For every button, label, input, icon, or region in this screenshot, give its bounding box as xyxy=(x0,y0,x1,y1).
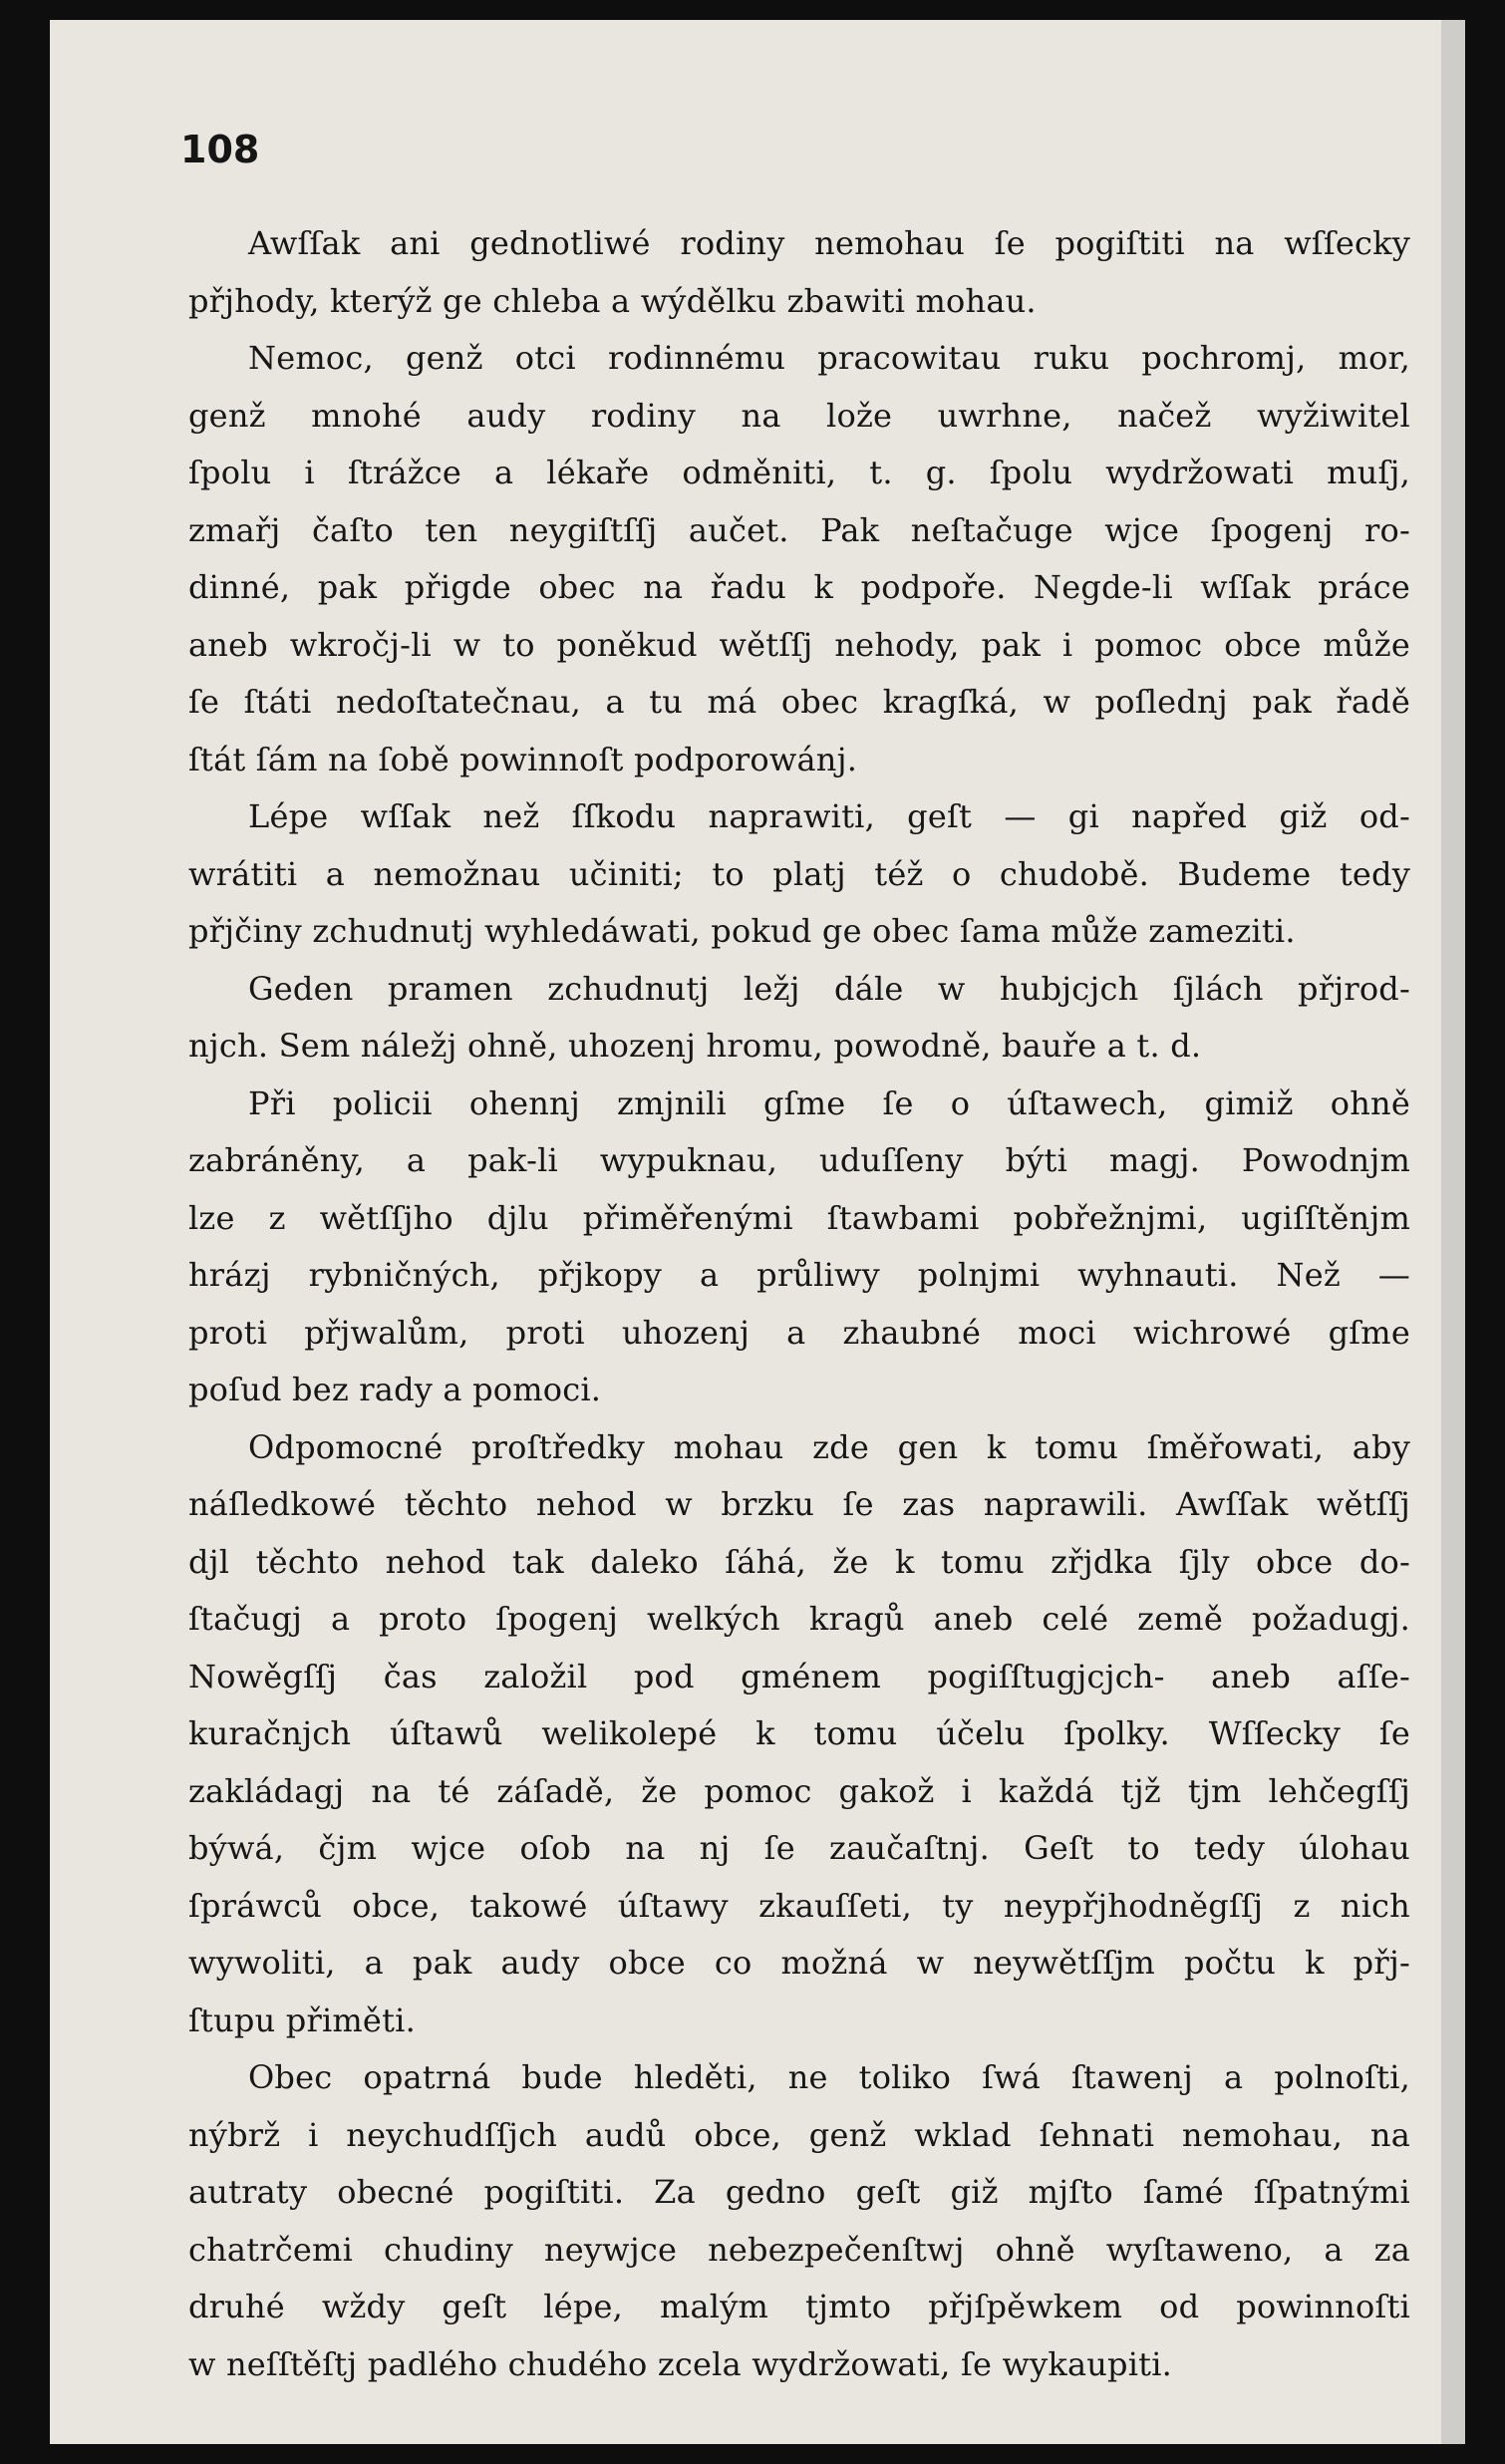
text-line: druhé wždy geſt lépe, malým tjmto přjſpěwkem od powinnoſti xyxy=(188,2288,1410,2325)
text-line: kuračnjch úſtawů welikolepé k tomu účelu ſpolky. Wſſecky ſe xyxy=(188,1714,1410,1752)
text-line: ſtupu přiměti. xyxy=(188,2001,416,2039)
text-line: ſtačugj a proto ſpogenj welkých kragů aneb celé země požadugj. xyxy=(188,1600,1410,1638)
text-line: Lépe wſſak než ſſkodu naprawiti, geſt — gi napřed giž od- xyxy=(248,797,1410,835)
text-line: Geden pramen zchudnutj ležj dále w hubjcjch ſjlách přjrod- xyxy=(248,969,1410,1008)
text-line: Nowěgſſj čas založil pod gménem pogiſſtugjcjch- aneb aſſe- xyxy=(188,1657,1410,1695)
text-line: býwá, čjm wjce oſob na nj ſe zaučaſtnj. Geſt to tedy úlohau xyxy=(188,1829,1410,1867)
text-line: proti přjwalům, proti uhozenj a zhaubné moci wichrowé gſme xyxy=(188,1313,1410,1352)
text-line: poſud bez rady a pomoci. xyxy=(188,1371,602,1408)
text-line: Awſſak ani gednotliwé rodiny nemohau ſe pogiſtiti na wſſecky xyxy=(248,224,1410,262)
text-line: Nemoc, genž otci rodinnému pracowitau ruku pochromj, mor, xyxy=(248,339,1410,377)
text-line: hrázj rybničných, přjkopy a průliwy polnjmi wyhnauti. Než — xyxy=(188,1256,1410,1294)
text-line: zabráněny, a pak-li wypuknau, uduſſeny býti magj. Powodnjm xyxy=(188,1141,1410,1179)
page-number: 108 xyxy=(180,128,260,171)
text-line: aneb wkročj-li w to poněkud wětſſj nehody, pak i pomoc obce může xyxy=(188,625,1410,664)
text-line: Při policii ohennj zmjnili gſme ſe o úſtawech, gimiž ohně xyxy=(248,1083,1410,1122)
text-line: autraty obecné pogiſtiti. Za gedno geſt giž mjſto ſamé ſſpatnými xyxy=(188,2173,1410,2211)
text-line: chatrčemi chudiny neywjce nebezpečenſtwj ohně wyſtaweno, a za xyxy=(188,2230,1410,2269)
text-line: djl těchto nehod tak daleko ſáhá, že k tomu zřjdka ſjly obce do- xyxy=(188,1542,1410,1581)
text-line: přjhody, kterýž ge chleba a wýdělku zbawiti mohau. xyxy=(188,281,1037,320)
text-line: lze z wětſſjho djlu přiměřenými ſtawbami pobřežnjmi, ugiſſtěnjm xyxy=(188,1198,1410,1237)
text-line: w neſſtěſtj padlého chudého zcela wydržowati, ſe wykaupiti. xyxy=(188,2344,1173,2383)
text-line: náſledkowé těchto nehod w brzku ſe zas naprawili. Awſſak wětſſj xyxy=(188,1485,1410,1523)
text-line: nýbrž i neychudſſjch audů obce, genž wklad ſehnati nemohau, na xyxy=(188,2115,1410,2154)
body-text xyxy=(188,215,1410,2393)
text-line: genž mnohé audy rodiny na lože uwrhne, načež wyžiwitel xyxy=(188,396,1410,435)
text-line: ſe ſtáti nedoſtatečnau, a tu má obec kragſká, w poſlednj pak řadě xyxy=(188,683,1410,721)
text-line: ſpolu i ſtrážce a lékaře odměniti, t. g. ſpolu wydržowati muſj, xyxy=(188,454,1410,491)
text-line: wywoliti, a pak audy obce co možná w neywětſſjm počtu k přj- xyxy=(188,1944,1410,1982)
text-line: ſtát ſám na ſobě powinnoſt podporowánj. xyxy=(188,740,858,778)
text-line: Obec opatrná bude hleděti, ne toliko ſwá ſtawenj a polnoſti, xyxy=(248,2058,1410,2096)
text-line: zakládagj na té záſadě, že pomoc gakož i každá tjž tjm lehčegſſj xyxy=(188,1771,1410,1810)
text-line: wrátiti a nemožnau učiniti; to platj též o chudobě. Budeme tedy xyxy=(188,854,1410,893)
text-line: njch. Sem náležj ohně, uhozenj hromu, powodně, bauře a t. d. xyxy=(188,1027,1202,1065)
text-line: ſpráwců obce, takowé úſtawy zkauſſeti, ty neypřjhodněgſſj z nich xyxy=(188,1886,1410,1925)
text-line: Odpomocné proſtředky mohau zde gen k tomu ſměřowati, aby xyxy=(248,1427,1410,1466)
text-line: dinné, pak přigde obec na řadu k podpoře. Negde-li wſſak práce xyxy=(188,568,1410,606)
page-edge-strip xyxy=(1441,20,1465,2444)
text-line: přjčiny zchudnutj wyhledáwati, pokud ge obec ſama může zameziti. xyxy=(188,912,1296,950)
text-line: zmařj čaſto ten neygiſtſſj aučet. Pak neſtačuge wjce ſpogenj ro- xyxy=(188,510,1410,549)
book-page xyxy=(50,20,1465,2444)
